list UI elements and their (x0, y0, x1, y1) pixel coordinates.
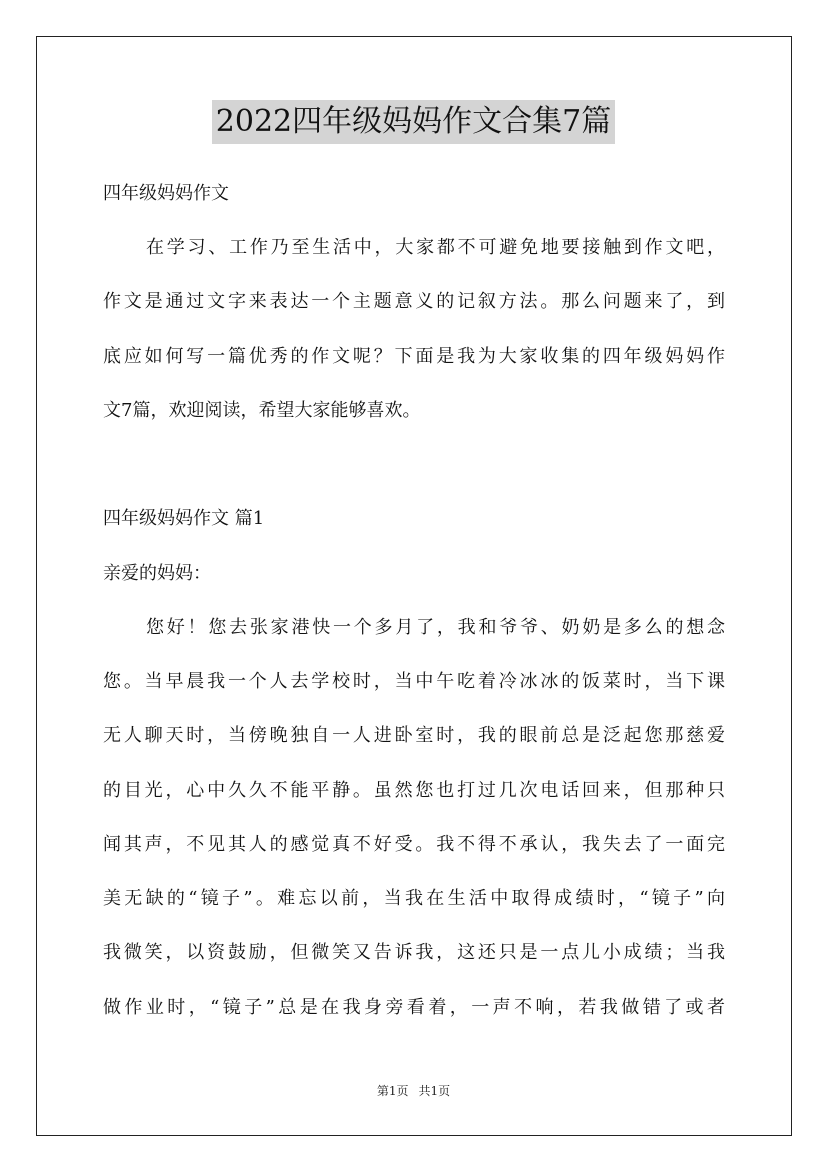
essay-line: 做作业时，“镜子”总是在我身旁看着，一声不响，若我做错了或者 (103, 997, 725, 1018)
salutation: 亲爱的妈妈： (103, 563, 211, 584)
intro-paragraph-line: 底应如何写一篇优秀的作文呢？下面是我为大家收集的四年级妈妈作 (103, 346, 725, 367)
section-heading: 四年级妈妈作文 (103, 183, 229, 204)
essay-line: 您好！您去张家港快一个多月了，我和爷爷、奶奶是多么的想念 (146, 617, 725, 638)
title-container (0, 100, 827, 144)
essay-heading: 四年级妈妈作文 篇1 (103, 508, 265, 529)
page-total: 共1页 (418, 1084, 451, 1098)
document-title: 2022四年级妈妈作文合集7篇 (212, 100, 615, 144)
page-footer (0, 1083, 827, 1099)
page-number: 第1页 (376, 1084, 409, 1098)
essay-line: 您。当早晨我一个人去学校时，当中午吃着冷冰冰的饭菜时，当下课 (103, 671, 725, 692)
essay-line: 的目光，心中久久不能平静。虽然您也打过几次电话回来，但那种只 (103, 780, 725, 801)
essay-line: 无人聊天时，当傍晚独自一人进卧室时，我的眼前总是泛起您那慈爱 (103, 725, 725, 746)
essay-line: 闻其声，不见其人的感觉真不好受。我不得不承认，我失去了一面完 (103, 834, 725, 855)
intro-paragraph-line: 在学习、工作乃至生活中，大家都不可避免地要接触到作文吧， (146, 237, 725, 258)
essay-line: 我微笑，以资鼓励，但微笑又告诉我，这还只是一点儿小成绩；当我 (103, 942, 725, 963)
essay-line: 美无缺的“镜子”。难忘以前，当我在生活中取得成绩时，“镜子”向 (103, 888, 725, 909)
intro-paragraph-line: 文7篇，欢迎阅读，希望大家能够喜欢。 (103, 400, 421, 421)
intro-paragraph-line: 作文是通过文字来表达一个主题意义的记叙方法。那么问题来了，到 (103, 291, 725, 312)
